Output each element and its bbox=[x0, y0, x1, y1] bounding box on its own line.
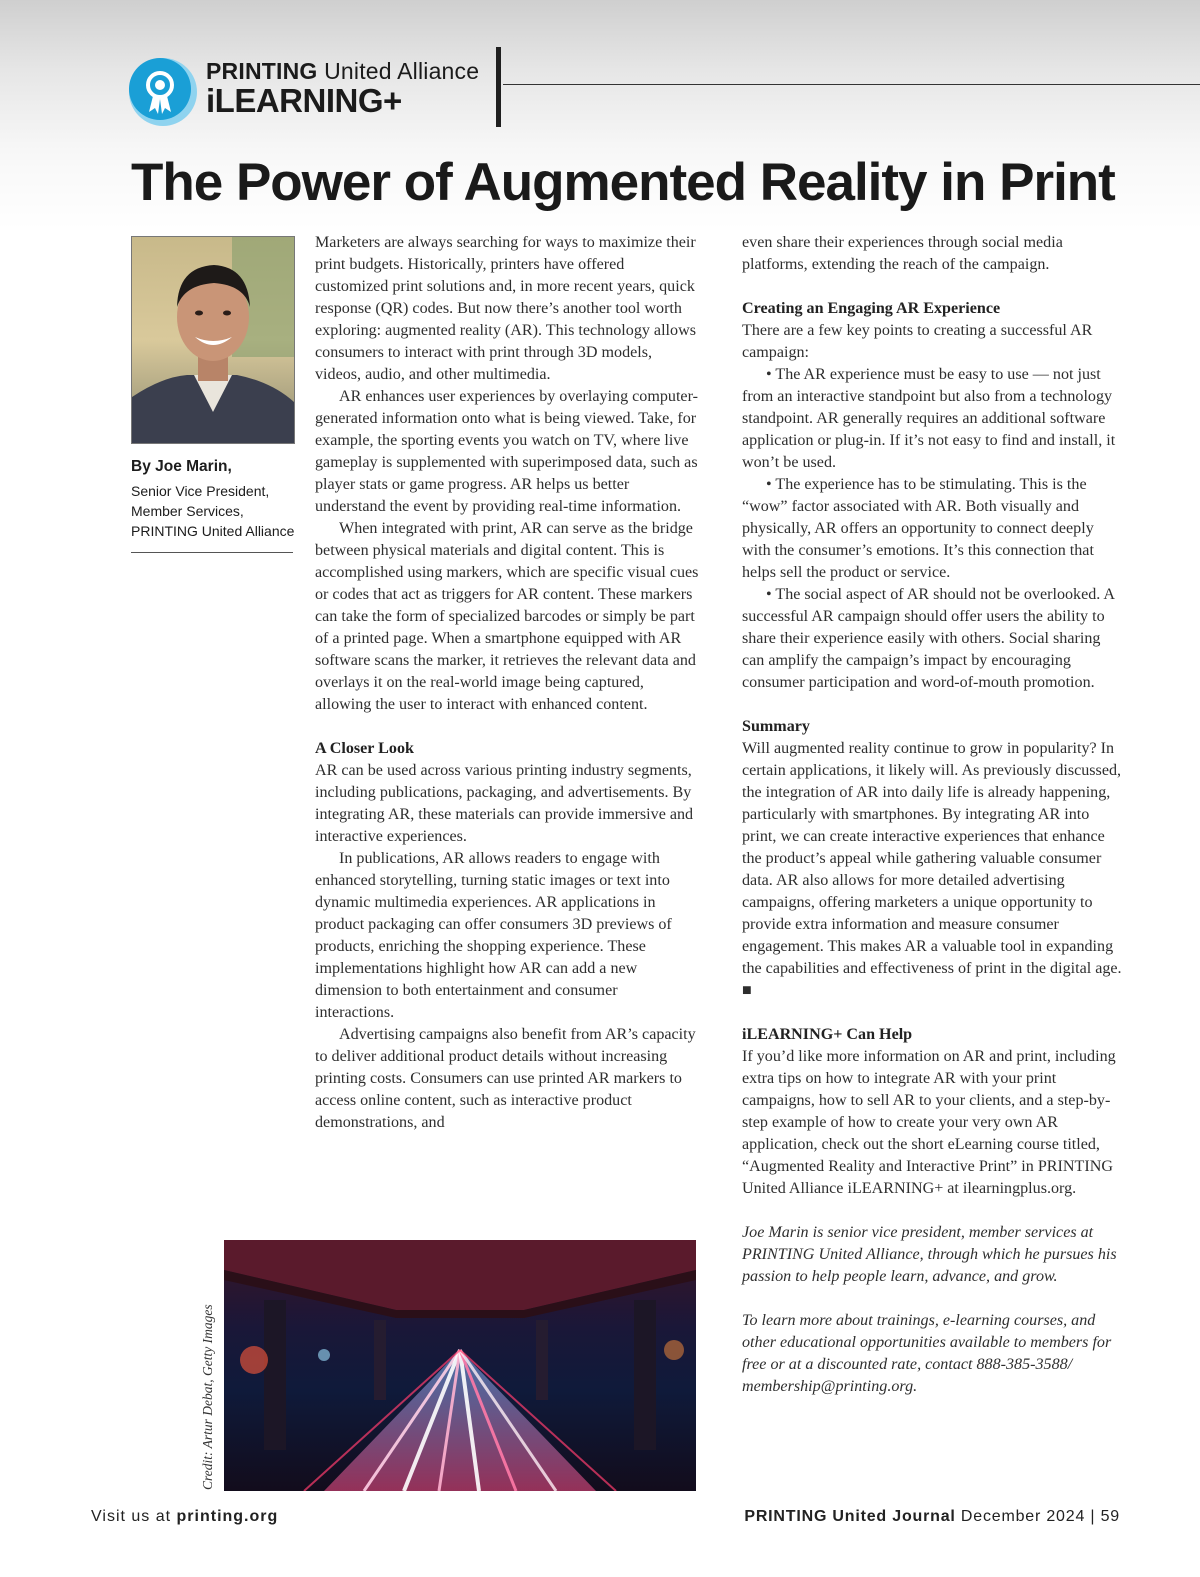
ribbon-award-icon bbox=[127, 52, 197, 128]
paragraph: AR can be used across various printing industry segments, including publications, packaging, and advertisements. By integrating AR, these materials can provide immersive and interactive experiences. bbox=[315, 762, 694, 845]
section-heading-summary: Summary bbox=[742, 718, 810, 735]
paragraph: Advertising campaigns also benefit from AR’s capacity to deliver additional product details without increasing printing costs. Consumers can use printed AR markers to access online content, such as interactive product demonstrations, and bbox=[315, 1026, 696, 1131]
byline-rule bbox=[131, 552, 293, 553]
author-photo bbox=[131, 236, 295, 444]
paragraph: If you’d like more information on AR and print, including extra tips on how to integrate AR with your print campaigns, how to sell AR to your clients, and a step-by-step example of how to create your very own AR application, check out the short eLearning course titled, “Augmented Reality and Interactive Print” in PRINTING United Alliance iLEARNING+ at ilearningplus.org. bbox=[742, 1048, 1116, 1197]
paragraph: In publications, AR allows readers to engage with enhanced storytelling, turning static images or text into dynamic multimedia experiences. AR applications in product packaging can offer consumers 3D previews of products, enriching the shopping experience. These implementations highlight how AR can add a new dimension to both entertainment and consumer interactions. bbox=[315, 850, 672, 1021]
author-department: Member Services, bbox=[131, 503, 244, 519]
footer-website: Visit us at printing.org bbox=[91, 1508, 279, 1525]
article-headline: The Power of Augmented Reality in Print bbox=[131, 153, 1115, 212]
bullet-item: • The social aspect of AR should not be overlooked. A successful AR campaign should offer users the ability to share their experience easily with others. Social sharing can amplify the campaign’s impact by encouraging consumer participation and word-of-mouth promotion. bbox=[742, 586, 1115, 691]
contact-note: To learn more about trainings, e-learning courses, and other educational opportunities available to members for free or at a discounted rate, contact 888-385-3588/ membership@printing.org. bbox=[742, 1312, 1112, 1395]
author-organization: PRINTING United Alliance bbox=[131, 523, 295, 539]
paragraph: There are a few key points to creating a successful AR campaign: bbox=[742, 322, 1093, 361]
bullet-item: • The experience has to be stimulating. This is the “wow” factor associated with AR. Both visually and physically, AR offers an opportunity to connect deeply with the consumer’s emotions. It’s this connection that helps sell the product or service. bbox=[742, 476, 1094, 581]
brand-ilearning: iLEARNING+ bbox=[206, 82, 402, 119]
paragraph: AR enhances user experiences by overlaying computer-generated information onto what is being viewed. Take, for example, the sporting events you watch on TV, where live gameplay is supplemented with superimposed data, such as player stats or game progress. AR helps us better understand the event by providing real-time information. bbox=[315, 388, 698, 515]
header-rule bbox=[503, 84, 1200, 85]
brand-name: PRINTING United Alliance bbox=[206, 58, 480, 84]
paragraph: When integrated with print, AR can serve as the bridge between physical materials and digital content. This is accomplished using markers, which are specific visual cues or codes that act as triggers for AR content. These markers can take the form of specialized barcodes or simply be part of a printed page. When a smartphone equipped with AR software scans the marker, it retrieves the relevant data and overlays it on the real-world image being captured, allowing the user to interact with enhanced content. bbox=[315, 520, 699, 713]
paragraph: even share their experiences through social media platforms, extending the reach of the campaign. bbox=[742, 234, 1063, 273]
author-bio: Joe Marin is senior vice president, member services at PRINTING United Alliance, through which he pursues his passion to help people learn, advance, and grow. bbox=[742, 1224, 1117, 1285]
paragraph: Will augmented reality continue to grow in popularity? In certain applications, it likely will. As previously discussed, the integration of AR into daily life is already happening, particularly with smartphones. By integrating AR into print, we can create interactive experiences that enhance the product’s appeal while gathering valuable consumer data. AR also allows for more detailed advertising campaigns, offering marketers a unique opportunity to provide extra information and measure consumer engagement. This makes AR a valuable tool in expanding the capabilities and effectiveness of print in the digital age. ■ bbox=[742, 740, 1122, 999]
header-divider bbox=[496, 47, 501, 127]
bullet-item: • The AR experience must be easy to use — not just from an interactive standpoint but also from a technology standpoint. AR generally requires an additional software application or plug-in. If it’s not easy to find and install, it won’t be used. bbox=[742, 366, 1116, 471]
footer-page-info: PRINTING United Journal December 2024 | 59 bbox=[744, 1508, 1120, 1525]
section-heading-ilearning: iLEARNING+ Can Help bbox=[742, 1026, 913, 1043]
author-title: Senior Vice President, bbox=[131, 483, 270, 499]
byline bbox=[131, 458, 301, 541]
article-column-2 bbox=[742, 232, 1122, 1398]
paragraph: Marketers are always searching for ways to maximize their print budgets. Historically, printers have offered customized print solutions and, in more recent years, quick response (QR) codes. But now there’s another tool worth exploring: augmented reality (AR). This technology allows consumers to interact with print through 3D models, videos, audio, and other multimedia. bbox=[315, 234, 696, 383]
photo-credit: Credit: Artur Debat, Getty Images bbox=[200, 1304, 215, 1490]
light-trails-photo bbox=[224, 1240, 696, 1491]
section-heading-creating: Creating an Engaging AR Experience bbox=[742, 300, 1001, 317]
author-name: By Joe Marin, bbox=[131, 458, 232, 475]
article-column-1 bbox=[315, 232, 700, 1134]
section-heading-closer-look: A Closer Look bbox=[315, 740, 414, 757]
